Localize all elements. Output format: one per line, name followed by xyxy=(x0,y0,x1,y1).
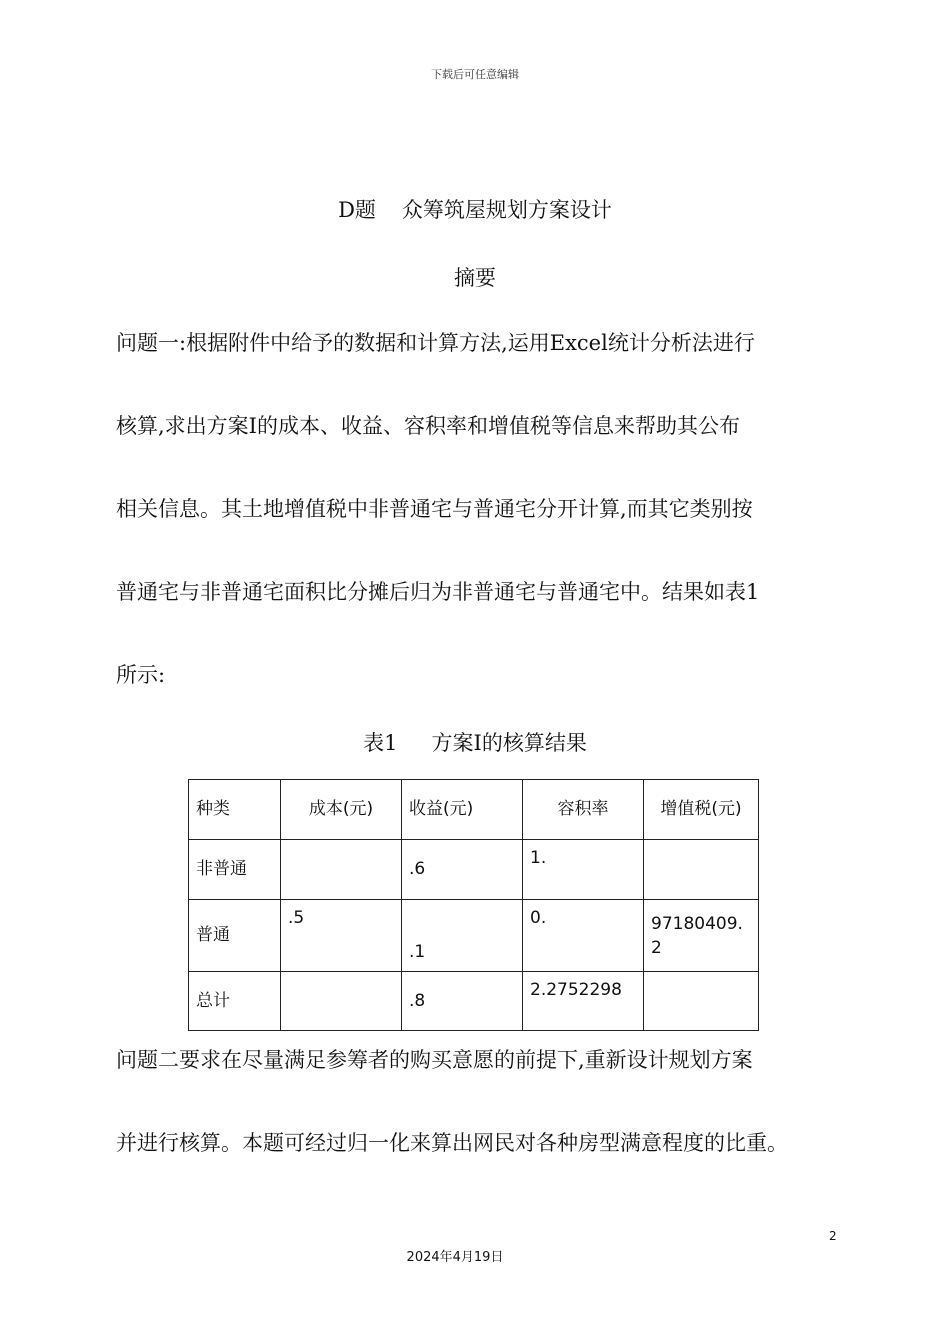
table-cell xyxy=(644,972,759,1031)
table-row xyxy=(189,900,759,972)
header-cell-type: 种类 xyxy=(189,780,281,840)
table-cell: .5 xyxy=(281,900,402,972)
document-title xyxy=(0,194,950,224)
page-header: 下载后可任意编辑 xyxy=(431,68,519,81)
header-cell-cost: 成本(元) xyxy=(281,780,402,840)
table-header-row xyxy=(189,780,759,840)
table-cell: 2.2752298 xyxy=(523,972,644,1031)
header-cell-plot-ratio: 容积率 xyxy=(523,780,644,840)
footer-date: 2024年4月19日 xyxy=(406,1250,504,1265)
header-cell-revenue: 收益(元) xyxy=(402,780,523,840)
header-cell-vat: 增值税(元) xyxy=(644,780,759,840)
title-prefix: D题 xyxy=(338,198,376,222)
table-cell xyxy=(281,840,402,900)
table-cell xyxy=(281,972,402,1031)
table-caption-text: 方案Ⅰ的核算结果 xyxy=(431,731,587,755)
table-caption xyxy=(0,727,950,757)
table-cell: 总计 xyxy=(189,972,281,1031)
title-main: 众筹筑屋规划方案设计 xyxy=(401,198,612,222)
results-table xyxy=(188,779,759,1031)
paragraph-line: 问题二要求在尽量满足参筹者的购买意愿的前提下,重新设计规划方案 xyxy=(116,1048,753,1072)
paragraph-line: 问题一:根据附件中给予的数据和计算方法,运用Excel统计分析法进行 xyxy=(116,331,755,355)
paragraph-line: 所示: xyxy=(116,663,166,687)
table-caption-label: 表1 xyxy=(363,731,398,755)
paragraph-line: 相关信息。其土地增值税中非普通宅与普通宅分开计算,而其它类别按 xyxy=(116,497,753,521)
table-cell: 0. xyxy=(523,900,644,972)
table-cell: .1 xyxy=(402,900,523,972)
abstract-heading: 摘要 xyxy=(454,266,496,290)
table-cell xyxy=(644,840,759,900)
table-cell: .6 xyxy=(402,840,523,900)
table-cell: 普通 xyxy=(189,900,281,972)
table-cell: 97180409.2 xyxy=(644,900,759,972)
table-cell: 非普通 xyxy=(189,840,281,900)
table-row xyxy=(189,840,759,900)
page-number: 2 xyxy=(829,1229,837,1243)
table-cell: .8 xyxy=(402,972,523,1031)
table-cell: 1. xyxy=(523,840,644,900)
paragraph-line: 核算,求出方案Ⅰ的成本、收益、容积率和增值税等信息来帮助其公布 xyxy=(116,414,740,438)
table-row xyxy=(189,972,759,1031)
paragraph-line: 并进行核算。本题可经过归一化来算出网民对各种房型满意程度的比重。 xyxy=(116,1131,788,1155)
paragraph-line: 普通宅与非普通宅面积比分摊后归为非普通宅与普通宅中。结果如表1 xyxy=(116,580,760,604)
